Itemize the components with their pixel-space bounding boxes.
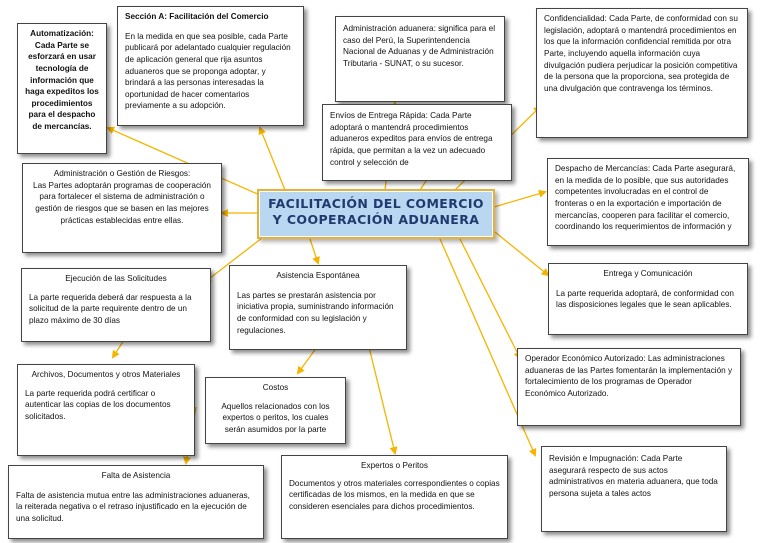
connector-expertos [368,343,395,453]
connector-seccion-a [260,128,285,190]
node-body: La parte requerida podrá certificar o autenticar las copias de los documentos solicitados. [25,388,171,421]
node-body: La parte requerida adoptará, de conformidad con las disposiciones legales que le sean aplicables. [556,288,734,310]
node-title: Ejecución de las Solicitudes [65,274,167,283]
central-topic [257,189,495,239]
node-title: Falta de Asistencia [101,471,171,480]
node-body: Falta de asistencia mutua entre las administraciones aduaneras, la reiterada negativa o el retraso injustificado en la ejecución de una solicitud. [16,490,250,523]
node-title: Sección A: Facilitación del Comercio [125,12,269,21]
node-text: Envíos de Entrega Rápida: Cada Parte adoptará o mantendrá procedimientos aduaneros expeditos para envíos de entrega rápida, que permitan a la vez un adecuado control y selección de [330,111,493,167]
node-text: Operador Económico Autorizado: Las administraciones aduaneras de las Partes fomentarán la implementación y fortalecimiento de los programas de Operador Económico Autorizado. [525,354,733,398]
node-costos [205,377,346,444]
node-body: Aquellos relacionados con los expertos o peritos, los cuales serán asumidos por la parte [221,401,330,434]
central-topic-line1: FACILITACIÓN DEL COMERCIO [268,196,484,211]
node-title: Entrega y Comunicación [603,269,693,278]
node-gestion-riesgos [22,163,222,253]
node-title: Costos [262,383,289,392]
node-falta-asistencia [8,465,264,539]
node-asistencia-espontanea [229,265,407,350]
node-despacho-mercancias [547,158,749,246]
connector-operador [460,239,520,358]
node-title: Expertos o Peritos [361,461,428,470]
node-body: En la medida en que sea posible, cada Parte publicará por adelantado cualquier regulación de aplicación general que rija asuntos aduaneros que se proponga adoptar, y brindará a las personas interesadas la oportunidad de hacer comentarios previamente a su adopción. [125,31,291,111]
node-expertos-peritos [281,455,508,539]
node-title: Asistencia Espontánea [276,271,360,280]
node-envios-entrega-rapida [322,104,512,181]
node-administracion-aduanera [335,16,505,102]
node-title: Archivos, Documentos y otros Materiales [31,370,181,379]
node-confidencialidad [536,8,748,138]
node-text: Despacho de Mercancías: Cada Parte asegurará, en la medida de lo posible, que sus autoridades competentes involucradas en el control de fronteras o en la exportación e importación de mercancías, cooperen para facilitar el comercio, coordinando los requerimientos de información y [555,164,736,232]
node-body: La parte requerida deberá dar respuesta a la solicitud de la parte requirente dentro de un plazo máximo de 30 días [29,292,192,325]
node-entrega-comunicacion [548,263,748,335]
central-topic-line2: Y COOPERACIÓN ADUANERA [272,212,480,228]
node-ejecucion-solicitudes [21,268,211,342]
node-title: Automatización: [30,29,94,38]
node-archivos-documentos [17,364,195,456]
node-body: Las Partes adoptarán programas de cooperación para fortalecer el sistema de administración o gestión de riesgos que se basen en las mejores prácticas establecidas entre ellas. [33,180,211,225]
connector-despacho [494,192,545,207]
node-text: Revisión e Impugnación: Cada Parte asegurará respecto de sus actos administrativos en materia aduanera, que toda persona sujeta a tales actos [549,454,718,498]
node-body: Cada Parte se esforzará en usar tecnología de información que haga expeditos los procedimientos para el despacho de mercancías. [25,40,99,132]
node-revision-impugnacion [541,446,727,532]
node-seccion-a [117,6,304,126]
node-body: Documentos y otros materiales correspondientes o copias certificadas de los mismos, en la medida en que se consideren esenciales para dichos procedimientos. [289,478,500,511]
node-text: Confidencialidad: Cada Parte, de conformidad con su legislación, adoptará o mantendrá procedimientos en los que la información confidencial remitida por otra Parte, incluyendo aquella información cuya divulgación pudiera perjudicar la posición competitiva de la persona que la proporciona, sea protegida de una divulgación que contravenga los términos. [544,14,738,93]
connector-asistencia [310,239,318,263]
node-text: Administración aduanera: significa para el caso del Perú, la Superintendencia Nacional de Aduanas y de Administración Tributaria - SUNAT, o su sucesor. [343,24,496,68]
node-title: Administración o Gestión de Riesgos: [53,169,191,178]
connector-entrega [495,232,548,275]
node-operador-economico [517,348,741,426]
node-body: Las partes se prestarán asistencia por iniciativa propia, suministrando información de conformidad con su legislación y regulaciones. [237,290,394,335]
node-automatizacion [17,23,107,154]
